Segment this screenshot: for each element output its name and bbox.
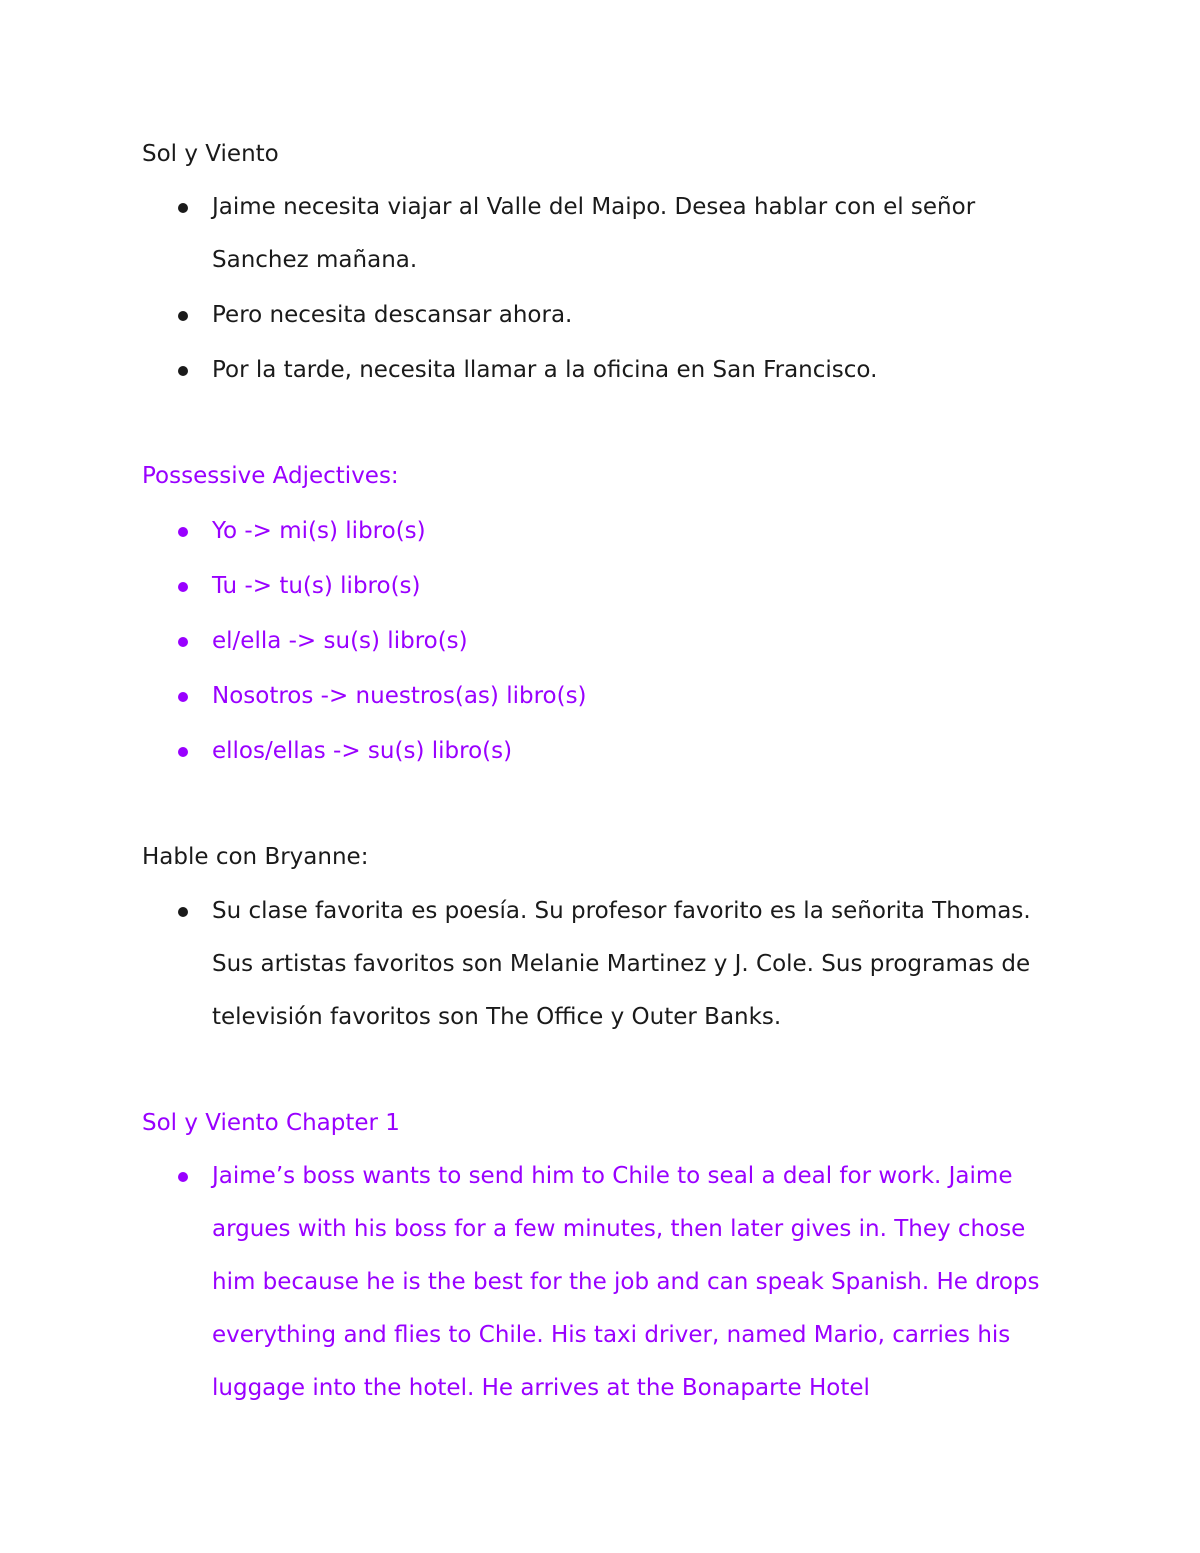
bullet-icon bbox=[178, 637, 188, 647]
list-item-text: Yo -> mi(s) libro(s) bbox=[212, 518, 426, 544]
list-item bbox=[142, 505, 1072, 558]
section-heading-sol-y-viento-chapter-1: Sol y Viento Chapter 1 bbox=[142, 1110, 400, 1136]
list-item-text: Nosotros -> nuestros(as) libro(s) bbox=[212, 683, 587, 709]
list-item bbox=[142, 560, 1072, 613]
list-item bbox=[142, 289, 1072, 342]
list-item bbox=[142, 1150, 1072, 1415]
list-item bbox=[142, 885, 1072, 1044]
list-item-text: Tu -> tu(s) libro(s) bbox=[212, 573, 421, 599]
list-item-text: Jaime necesita viajar al Valle del Maipo. Desea hablar con el señor Sanchez mañana. bbox=[212, 194, 976, 273]
list-item-text: ellos/ellas -> su(s) libro(s) bbox=[212, 738, 513, 764]
bullet-icon bbox=[178, 692, 188, 702]
bullet-icon bbox=[178, 747, 188, 757]
bullet-icon bbox=[178, 527, 188, 537]
list-item-text: el/ella -> su(s) libro(s) bbox=[212, 628, 468, 654]
section-heading-hable-con-bryanne: Hable con Bryanne: bbox=[142, 844, 369, 870]
list-item bbox=[142, 615, 1072, 668]
bullet-icon bbox=[178, 582, 188, 592]
list-item-text: Pero necesita descansar ahora. bbox=[212, 302, 573, 328]
list-item bbox=[142, 725, 1072, 778]
bullet-icon bbox=[178, 1172, 188, 1182]
bullet-icon bbox=[178, 907, 188, 917]
list-item bbox=[142, 181, 1072, 287]
bullet-icon bbox=[178, 203, 188, 213]
section-heading-sol-y-viento: Sol y Viento bbox=[142, 141, 279, 167]
bullet-icon bbox=[178, 311, 188, 321]
list-item bbox=[142, 344, 1072, 397]
bullet-icon bbox=[178, 366, 188, 376]
list-item-text: Por la tarde, necesita llamar a la oficina en San Francisco. bbox=[212, 357, 878, 383]
list-item-text: Su clase favorita es poesía. Su profesor favorito es la señorita Thomas. Sus artistas favoritos son Melanie Martinez y J. Cole. Sus programas de televisión favoritos son The Office y Outer Banks. bbox=[212, 898, 1031, 1030]
section-heading-possessive-adjectives: Possessive Adjectives: bbox=[142, 463, 399, 489]
list-item-text: Jaime’s boss wants to send him to Chile to seal a deal for work. Jaime argues with his boss for a few minutes, then later gives in. They chose him because he is the best for the job and can speak Spanish. He drops everything and flies to Chile. His taxi driver, named Mario, carries his luggage into the hotel. He arrives at the Bonaparte Hotel bbox=[212, 1163, 1040, 1401]
list-item bbox=[142, 670, 1072, 723]
